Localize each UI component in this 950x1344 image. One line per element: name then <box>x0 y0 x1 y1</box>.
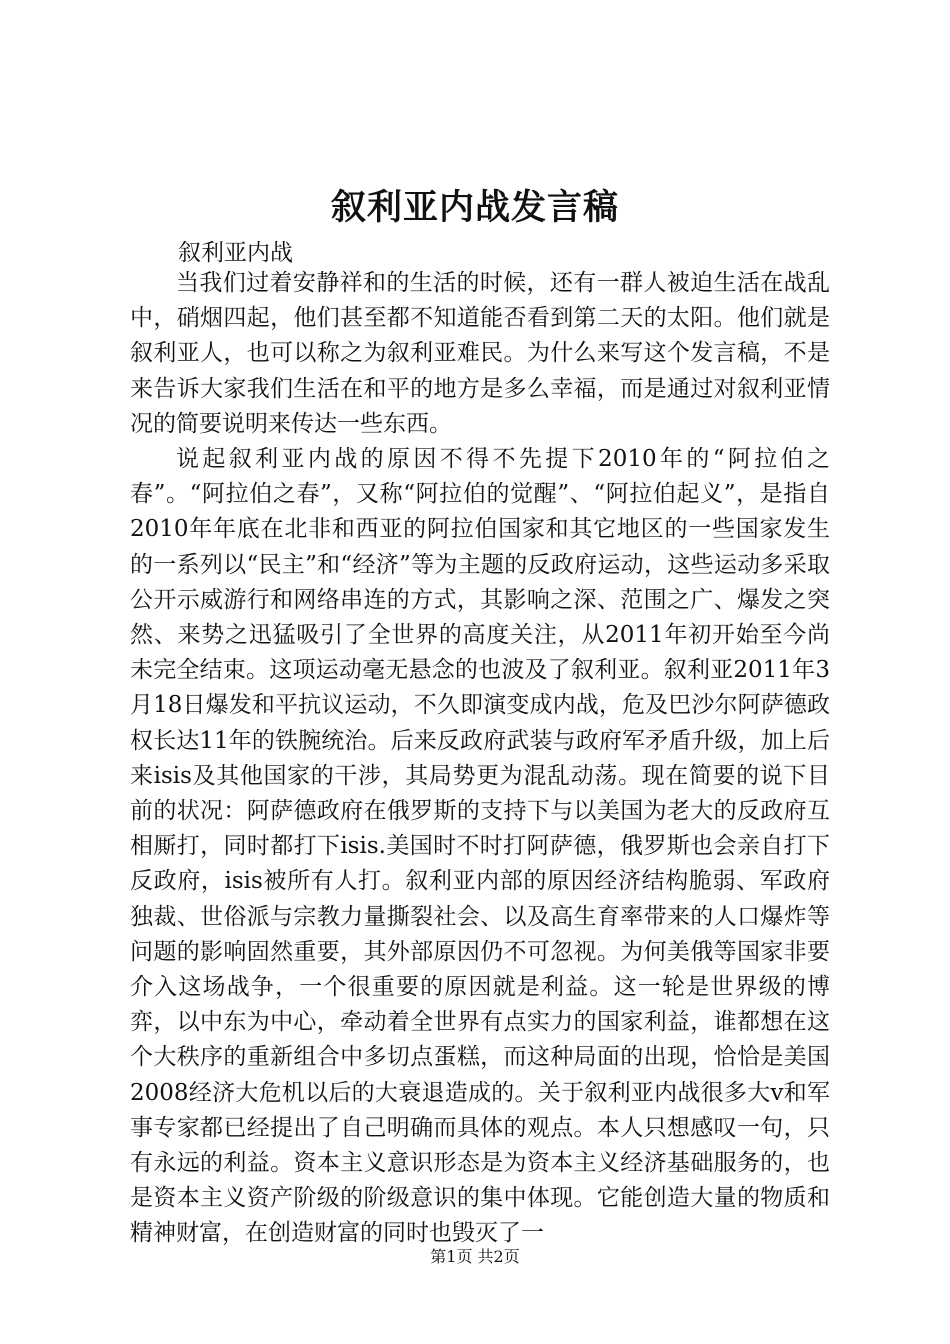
paragraph-1: 当我们过着安静祥和的生活的时候，还有一群人被迫生活在战乱中，硝烟四起，他们甚至都不知道能否看到第二天的太阳。他们就是叙利亚人，也可以称之为叙利亚难民。为什么来写这个发言稿，不是来告诉大家我们生活在和平的地方是多么幸福，而是通过对叙利亚情况的简要说明来传达一些东西。 <box>130 270 830 437</box>
paragraph-2: 说起叙利亚内战的原因不得不先提下2010年的“阿拉伯之春”。“阿拉伯之春”，又称“阿拉伯的觉醒”、“阿拉伯起义”，是指自2010年年底在北非和西亚的阿拉伯国家和其它地区的一些国家发生的一系列以“民主”和“经济”等为主题的反政府运动，这些运动多采取公开示威游行和网络串连的方式，其影响之深、范围之广、爆发之突然、来势之迅猛吸引了全世界的高度关注，从2011年初开始至今尚未完全结束。这项运动毫无悬念的也波及了叙利亚。叙利亚2011年3月18日爆发和平抗议运动，不久即演变成内战，危及巴沙尔阿萨德政权长达11年的铁腕统治。后来反政府武装与政府军矛盾升级，加上后来isis及其他国家的干涉，其局势更为混乱动荡。现在简要的说下目前的状况：阿萨德政府在俄罗斯的支持下与以美国为老大的反政府互相厮打，同时都打下isis.美国时不时打阿萨德，俄罗斯也会亲自打下反政府，isis被所有人打。叙利亚内部的原因经济结构脆弱、军政府独裁、世俗派与宗教力量撕裂社会、以及高生育率带来的人口爆炸等问题的影响固然重要，其外部原因仍不可忽视。为何美俄等国家非要介入这场战争，一个很重要的原因就是利益。这一轮是世界级的博弈，以中东为中心，牵动着全世界有点实力的国家利益，谁都想在这个大秩序的重新组合中多切点蛋糕，而这种局面的出现，恰恰是美国2008经济大危机以后的大衰退造成的。关于叙利亚内战很多大v和军事专家都已经提出了自己明确而具体的观点。本人只想感叹一句，只有永远的利益。资本主义意识形态是为资本主义经济基础服务的，也是资本主义资产阶级的阶级意识的集中体现。它能创造大量的物质和精神财富，在创造财富的同时也毁灭了一 <box>130 446 830 1247</box>
page-footer: 第1页 共2页 <box>430 1247 520 1266</box>
document-title: 叙利亚内战发言稿 <box>330 187 619 228</box>
document-subtitle: 叙利亚内战 <box>178 240 293 266</box>
document-body <box>130 266 830 1252</box>
